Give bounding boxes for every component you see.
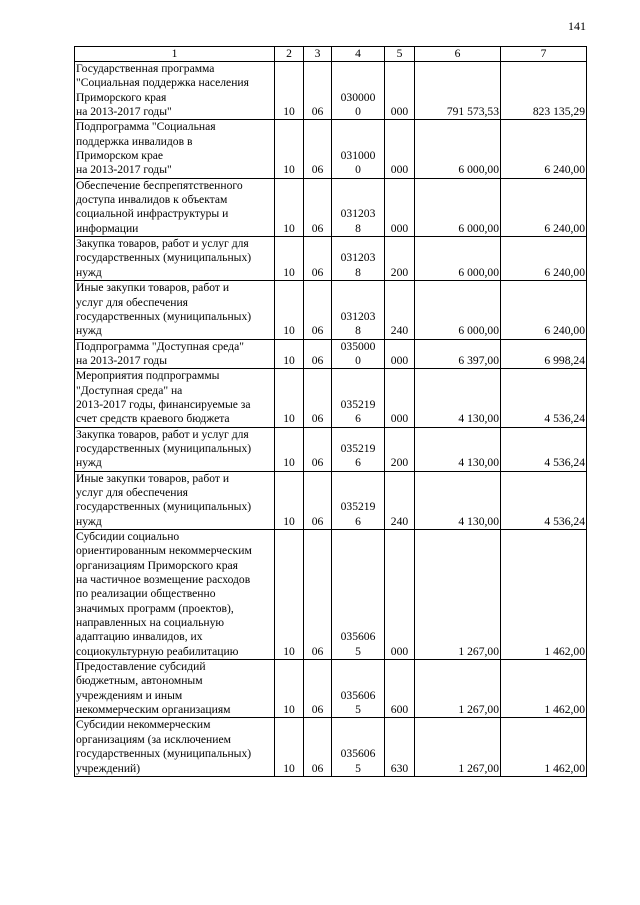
target-article-cell: 035606 5: [332, 718, 385, 776]
amount-col7-cell: 4 536,24: [501, 471, 587, 529]
table-row: [75, 427, 587, 471]
table-row: [75, 530, 587, 660]
expense-type-cell: 630: [385, 718, 415, 776]
amount-col6-cell: 6 000,00: [415, 120, 501, 178]
budget-table: [74, 46, 587, 777]
subsection-code-cell: 06: [304, 369, 332, 427]
section-code-cell: 10: [275, 237, 304, 281]
row-name-cell: Субсидии социально ориентированным некоммерческим организациям Приморского края на частичное возмещение расходов по реализации общественно значимых программ (проектов), направленных на социальную адаптацию инвалидов, их социокультурную реабилитацию: [75, 530, 275, 660]
header-cell: 7: [501, 47, 587, 62]
amount-col6-cell: 6 397,00: [415, 339, 501, 369]
target-article-cell: 035219 6: [332, 427, 385, 471]
row-name-cell: Подпрограмма "Социальная поддержка инвалидов в Приморском крае на 2013-2017 годы": [75, 120, 275, 178]
header-cell: 5: [385, 47, 415, 62]
table-row: [75, 281, 587, 339]
subsection-code-cell: 06: [304, 530, 332, 660]
expense-type-cell: 200: [385, 427, 415, 471]
target-article-cell: 035219 6: [332, 471, 385, 529]
table-row: [75, 471, 587, 529]
table-row: [75, 369, 587, 427]
subsection-code-cell: 06: [304, 718, 332, 776]
section-code-cell: 10: [275, 471, 304, 529]
section-code-cell: 10: [275, 369, 304, 427]
section-code-cell: 10: [275, 339, 304, 369]
table-row: [75, 237, 587, 281]
amount-col7-cell: 1 462,00: [501, 530, 587, 660]
amount-col6-cell: 1 267,00: [415, 530, 501, 660]
amount-col7-cell: 6 240,00: [501, 237, 587, 281]
target-article-cell: 031000 0: [332, 120, 385, 178]
section-code-cell: 10: [275, 530, 304, 660]
amount-col6-cell: 6 000,00: [415, 178, 501, 236]
table-row: [75, 718, 587, 776]
amount-col7-cell: 6 240,00: [501, 178, 587, 236]
row-name-cell: Предоставление субсидий бюджетным, автономным учреждениям и иным некоммерческим организациям: [75, 660, 275, 718]
row-name-cell: Закупка товаров, работ и услуг для государственных (муниципальных) нужд: [75, 427, 275, 471]
amount-col7-cell: 1 462,00: [501, 660, 587, 718]
row-name-cell: Субсидии некоммерческим организациям (за исключением государственных (муниципальных) учреждений): [75, 718, 275, 776]
amount-col6-cell: 4 130,00: [415, 471, 501, 529]
table-row: [75, 178, 587, 236]
subsection-code-cell: 06: [304, 281, 332, 339]
header-cell: 1: [75, 47, 275, 62]
header-row: [75, 47, 587, 62]
subsection-code-cell: 06: [304, 660, 332, 718]
row-name-cell: Мероприятия подпрограммы "Доступная среда" на 2013-2017 годы, финансируемые за счет средств краевого бюджета: [75, 369, 275, 427]
target-article-cell: 035606 5: [332, 660, 385, 718]
subsection-code-cell: 06: [304, 471, 332, 529]
page-number: 141: [568, 19, 586, 33]
table-row: [75, 660, 587, 718]
expense-type-cell: 240: [385, 281, 415, 339]
target-article-cell: 035606 5: [332, 530, 385, 660]
amount-col6-cell: 791 573,53: [415, 62, 501, 120]
amount-col7-cell: 6 998,24: [501, 339, 587, 369]
subsection-code-cell: 06: [304, 427, 332, 471]
subsection-code-cell: 06: [304, 120, 332, 178]
header-cell: 6: [415, 47, 501, 62]
row-name-cell: Закупка товаров, работ и услуг для государственных (муниципальных) нужд: [75, 237, 275, 281]
row-name-cell: Государственная программа "Социальная поддержка населения Приморского края на 2013-2017 годы": [75, 62, 275, 120]
section-code-cell: 10: [275, 427, 304, 471]
amount-col7-cell: 4 536,24: [501, 427, 587, 471]
expense-type-cell: 000: [385, 339, 415, 369]
row-name-cell: Иные закупки товаров, работ и услуг для обеспечения государственных (муниципальных) нужд: [75, 281, 275, 339]
subsection-code-cell: 06: [304, 178, 332, 236]
amount-col6-cell: 1 267,00: [415, 718, 501, 776]
table-row: [75, 120, 587, 178]
target-article-cell: 031203 8: [332, 237, 385, 281]
subsection-code-cell: 06: [304, 237, 332, 281]
amount-col7-cell: 6 240,00: [501, 120, 587, 178]
row-name-cell: Подпрограмма "Доступная среда" на 2013-2017 годы: [75, 339, 275, 369]
amount-col6-cell: 1 267,00: [415, 660, 501, 718]
header-cell: 3: [304, 47, 332, 62]
table-row: [75, 62, 587, 120]
target-article-cell: 031203 8: [332, 178, 385, 236]
section-code-cell: 10: [275, 281, 304, 339]
target-article-cell: 031203 8: [332, 281, 385, 339]
table-row: [75, 339, 587, 369]
expense-type-cell: 000: [385, 120, 415, 178]
amount-col6-cell: 6 000,00: [415, 237, 501, 281]
row-name-cell: Обеспечение беспрепятственного доступа инвалидов к объектам социальной инфраструктуры и информации: [75, 178, 275, 236]
header-cell: 2: [275, 47, 304, 62]
section-code-cell: 10: [275, 62, 304, 120]
amount-col7-cell: 1 462,00: [501, 718, 587, 776]
section-code-cell: 10: [275, 178, 304, 236]
expense-type-cell: 200: [385, 237, 415, 281]
target-article-cell: 035219 6: [332, 369, 385, 427]
header-cell: 4: [332, 47, 385, 62]
expense-type-cell: 600: [385, 660, 415, 718]
amount-col7-cell: 4 536,24: [501, 369, 587, 427]
expense-type-cell: 240: [385, 471, 415, 529]
amount-col7-cell: 823 135,29: [501, 62, 587, 120]
subsection-code-cell: 06: [304, 339, 332, 369]
expense-type-cell: 000: [385, 178, 415, 236]
amount-col6-cell: 4 130,00: [415, 369, 501, 427]
section-code-cell: 10: [275, 718, 304, 776]
subsection-code-cell: 06: [304, 62, 332, 120]
amount-col6-cell: 6 000,00: [415, 281, 501, 339]
section-code-cell: 10: [275, 120, 304, 178]
expense-type-cell: 000: [385, 62, 415, 120]
row-name-cell: Иные закупки товаров, работ и услуг для обеспечения государственных (муниципальных) нужд: [75, 471, 275, 529]
expense-type-cell: 000: [385, 530, 415, 660]
expense-type-cell: 000: [385, 369, 415, 427]
section-code-cell: 10: [275, 660, 304, 718]
amount-col6-cell: 4 130,00: [415, 427, 501, 471]
target-article-cell: 035000 0: [332, 339, 385, 369]
amount-col7-cell: 6 240,00: [501, 281, 587, 339]
target-article-cell: 030000 0: [332, 62, 385, 120]
